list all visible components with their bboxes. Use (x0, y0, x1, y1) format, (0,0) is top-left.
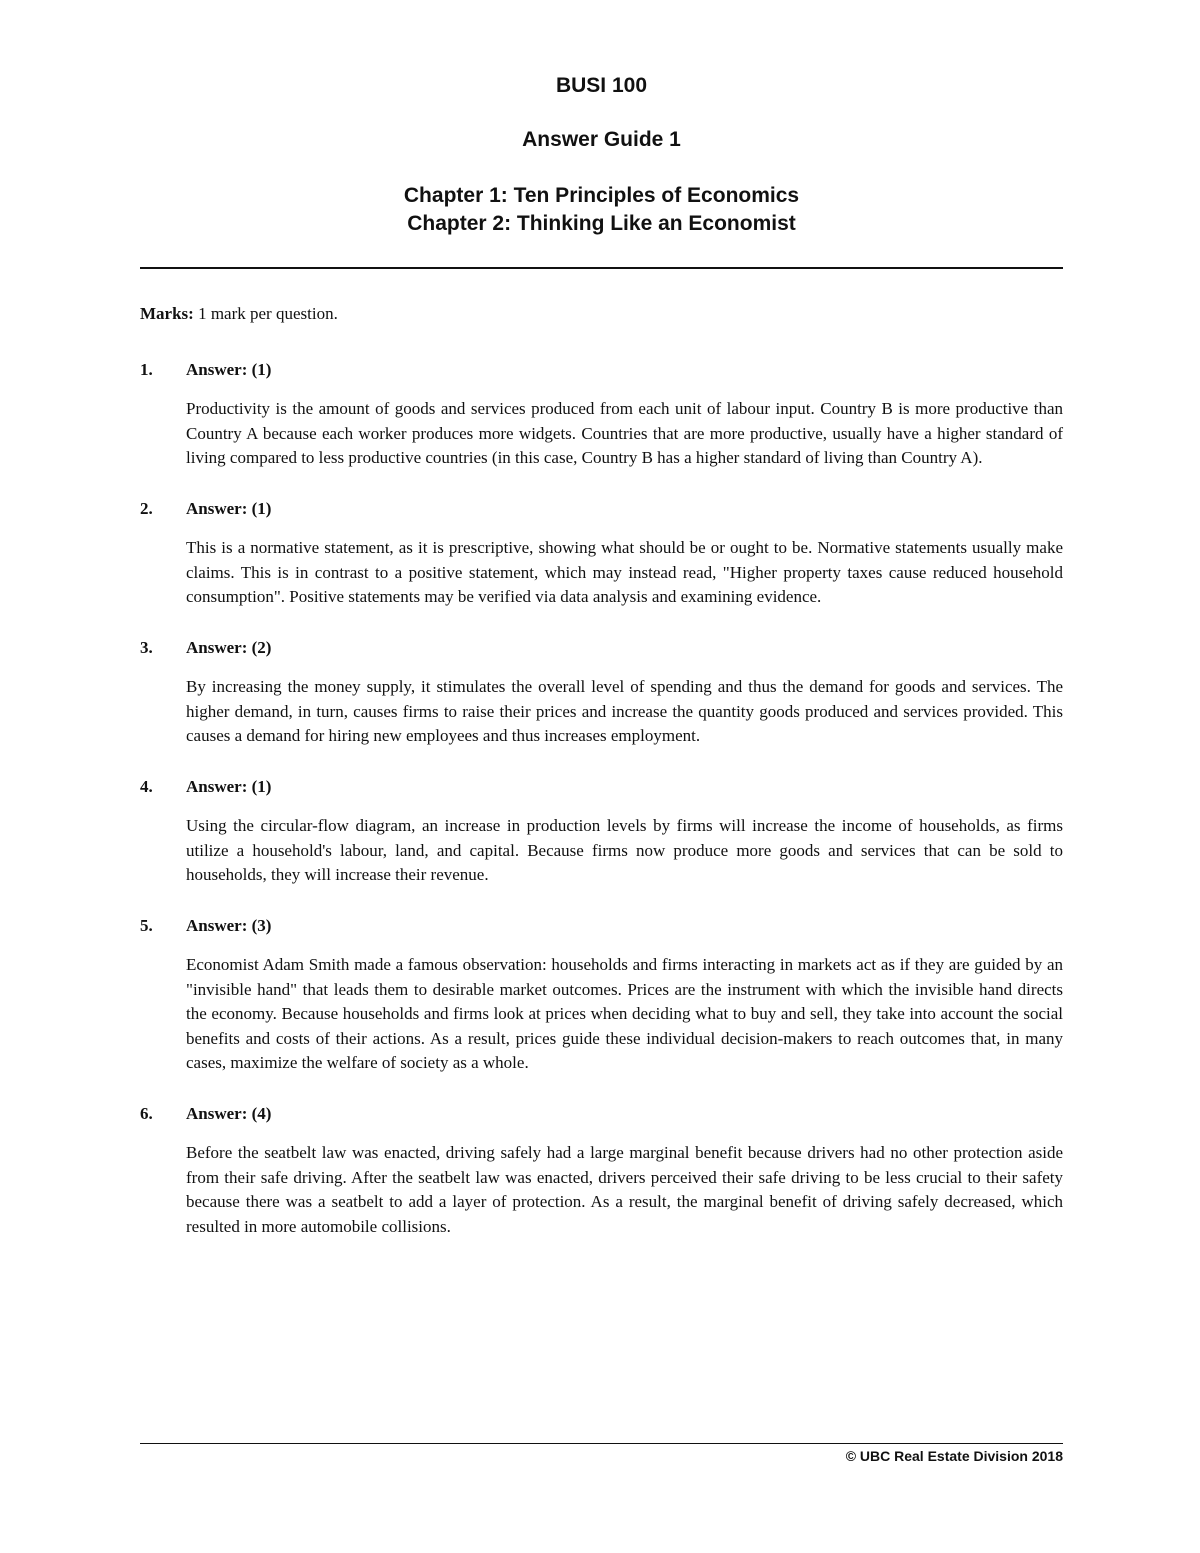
question-header (140, 358, 1063, 383)
question-explanation: Before the seatbelt law was enacted, driving safely had a large marginal benefit because drivers had no other protection aside from their safe driving. After the seatbelt law was enacted, drivers perceived their safe driving to be less crucial to their safety because there was a seatbelt to add a layer of protection. As a result, the marginal benefit of driving safely decreased, which resulted in more automobile collisions. (186, 1143, 1063, 1236)
question-item (140, 636, 1063, 749)
footer-divider (140, 1443, 1063, 1444)
question-number: 2. (140, 498, 153, 518)
question-header (140, 1102, 1063, 1127)
question-answer: Answer: (3) (186, 915, 272, 935)
question-header (140, 636, 1063, 661)
question-item (140, 358, 1063, 471)
marks-note (140, 302, 1063, 327)
guide-title: Answer Guide 1 (522, 128, 681, 151)
question-number: 5. (140, 915, 153, 935)
header-divider (140, 267, 1063, 269)
question-number: 6. (140, 1103, 153, 1123)
answer-content (140, 302, 1063, 1265)
chapter-titles (140, 182, 1063, 238)
question-answer: Answer: (1) (186, 359, 272, 379)
question-answer: Answer: (1) (186, 776, 272, 796)
question-explanation: By increasing the money supply, it stimulates the overall level of spending and thus the demand for goods and services. The higher demand, in turn, causes firms to raise their prices and increase the quantity goods produced and services provided. This causes a demand for hiring new employees and thus increases employment. (186, 677, 1063, 745)
question-item (140, 914, 1063, 1076)
document-page (140, 0, 1063, 1553)
question-answer: Answer: (4) (186, 1103, 272, 1123)
question-item (140, 775, 1063, 888)
question-header (140, 914, 1063, 939)
chapter-1-title: Chapter 1: Ten Principles of Economics (403, 184, 800, 207)
question-number: 4. (140, 776, 153, 796)
question-answer: Answer: (1) (186, 498, 272, 518)
question-explanation: This is a normative statement, as it is prescriptive, showing what should be or ought to be. Normative statements usually make claims. This is in contrast to a positive statement, which may instead read, "Higher property taxes cause reduced household consumption". Positive statements may be verified via data analysis and examining evidence. (186, 538, 1063, 606)
question-number: 3. (140, 637, 153, 657)
question-item (140, 497, 1063, 610)
question-item (140, 1102, 1063, 1240)
marks-text: 1 mark per question. (193, 304, 338, 323)
question-number: 1. (140, 359, 153, 379)
course-title: BUSI 100 (555, 74, 648, 97)
question-explanation: Using the circular-flow diagram, an increase in production levels by firms will increase the income of households, as firms utilize a household's labour, land, and capital. Because firms now produce more goods and services that can be sold to households, they will increase their revenue. (186, 816, 1063, 884)
chapter-2-title: Chapter 2: Thinking Like an Economist (407, 212, 796, 235)
question-explanation: Economist Adam Smith made a famous observation: households and firms interacting in markets act as if they are guided by an "invisible hand" that leads them to desirable market outcomes. Prices are the instrument with which the invisible hand directs the economy. Because households and firms look at prices when deciding what to buy and sell, they take into account the social benefits and costs of their actions. As a result, prices guide these individual decision-makers to reach outcomes that, in many cases, maximize the welfare of society as a whole. (186, 955, 1063, 1072)
question-explanation: Productivity is the amount of goods and services produced from each unit of labour input. Country B is more productive than Country A because each worker produces more widgets. Countries that are more productive, usually have a higher standard of living compared to less productive countries (in this case, Country B has a higher standard of living than Country A). (186, 399, 1063, 467)
title-block (140, 72, 1063, 238)
question-header (140, 775, 1063, 800)
question-header (140, 497, 1063, 522)
footer-copyright: © UBC Real Estate Division 2018 (845, 1448, 1063, 1464)
marks-label: Marks: (140, 304, 194, 323)
question-answer: Answer: (2) (186, 637, 272, 657)
